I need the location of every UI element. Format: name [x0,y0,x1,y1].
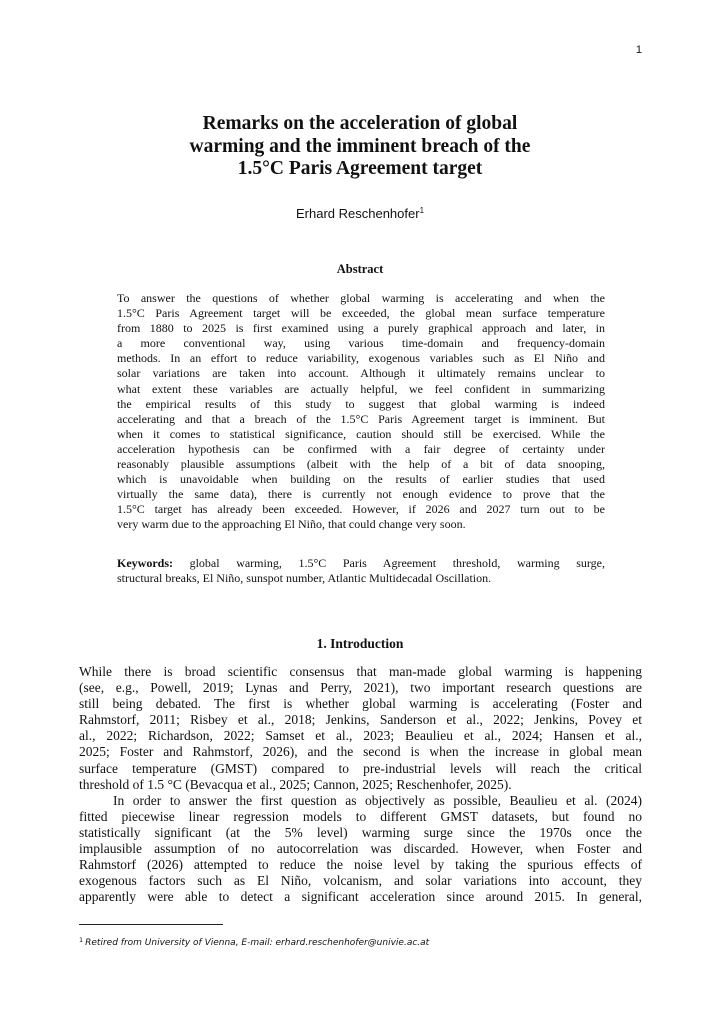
body-line: threshold of 1.5 °C (Bevacqua et al., 2025; Cannon, 2025; Reschenhofer, 2025). [79,776,512,792]
abstract-line: which is unavoidable when building on the results of earlier studies that used [117,472,605,487]
abstract-line: what extent these variables are actually helpful, we feel confident in summarizing [117,381,605,396]
introduction-body [79,664,642,905]
footnote [79,936,429,948]
footnote-divider [79,924,223,925]
abstract-line: acceleration hypothesis can be confirmed with a fair degree of certainty under [117,441,605,456]
keywords-label: Keywords: [117,556,173,570]
abstract-line: methods. In an effort to reduce variability, exogenous variables such as El Niño and [117,351,605,366]
body-line: implausible assumption of no autocorrelation was discarded. However, when Foster and [79,841,642,857]
body-line: apparently were able to detect a significant acceleration since around 2015. In general, [79,889,642,905]
title-line: warming and the imminent breach of the [189,135,531,157]
body-line: Rahmstorf, 2011; Risbey et al., 2018; Jenkins, Sanderson et al., 2022; Jenkins, Povey et [79,712,642,728]
abstract-line: 1.5°C target has already been exceeded. However, if 2026 and 2027 turn out to be [117,502,605,517]
abstract-line: To answer the questions of whether global warming is accelerating and when the [117,291,605,305]
body-line: Rahmstorf (2026) attempted to reduce the noise level by taking the spurious effects of [79,857,642,873]
author-footnote-marker: 1 [419,206,425,215]
abstract-line: from 1880 to 2025 is first examined using a purely graphical approach and later, in [117,321,605,336]
abstract-line: accelerating and that a breach of the 1.5°C Paris Agreement target is imminent. But [117,411,605,426]
abstract-line: the empirical results of this study to suggest that global warming is indeed [117,396,605,411]
footnote-marker: 1 [79,936,84,944]
abstract-body [117,291,605,533]
title-line: Remarks on the acceleration of global [202,113,518,134]
abstract-line: reasonably plausible assumptions (albeit with the help of a bit of data snooping, [117,457,605,472]
keywords-line [117,556,605,571]
body-line: 2025; Foster and Rahmstorf, 2026), and the second is when the increase in global mean [79,744,642,760]
abstract-heading: Abstract [336,262,384,276]
section-heading-introduction: 1. Introduction [316,636,404,651]
body-line: surface temperature (GMST) compared to pre-industrial levels will reach the critical [79,760,642,776]
body-line: While there is broad scientific consensus that man-made global warming is happening [79,664,642,679]
keywords-line: structural breaks, El Niño, sunspot number, Atlantic Multidecadal Oscillation. [117,571,492,586]
abstract-line: when it comes to statistical significance, caution should still be exercised. While the [117,426,605,441]
abstract-line: very warm due to the approaching El Niño, that could change very soon. [117,517,466,532]
abstract-line: virtually the same data), there is currently not enough evidence to prove that the [117,487,605,502]
body-line: In order to answer the first question as objectively as possible, Beaulieu et al. (2024) [113,792,642,808]
abstract-line: solar variations are taken into account. Although it ultimately remains unclear to [117,366,605,381]
paper-title [0,113,720,181]
author-name: Erhard Reschenhofer [295,206,420,221]
author-line [0,206,720,221]
keywords-text: global warming, 1.5°C Paris Agreement threshold, warming surge, [173,556,605,570]
keywords [117,556,605,586]
body-line: fitted piecewise linear regression models to different GMST datasets, but found no [79,808,642,824]
abstract-line: a more conventional way, using various time-domain and frequency-domain [117,336,605,351]
body-line: (see, e.g., Powell, 2019; Lynas and Perry, 2021), two important research questions are [79,680,642,696]
page-number: 1 [635,44,642,56]
footnote-text: Retired from University of Vienna, E-mail: erhard.reschenhofer@univie.ac.at [85,938,430,948]
abstract-line: 1.5°C Paris Agreement target will be exceeded, the global mean surface temperature [117,306,605,321]
body-line: al., 2022; Richardson, 2022; Samset et al., 2023; Beaulieu et al., 2024; Hansen et al., [79,728,642,744]
body-line: statistically significant (at the 5% level) warming surge since the 1970s once the [79,824,642,840]
title-line: 1.5°C Paris Agreement target [237,158,483,179]
body-line: still being debated. The first is whether global warming is accelerating (Foster and [79,696,642,712]
body-line: exogenous factors such as El Niño, volcanism, and solar variations into account, they [79,873,642,889]
